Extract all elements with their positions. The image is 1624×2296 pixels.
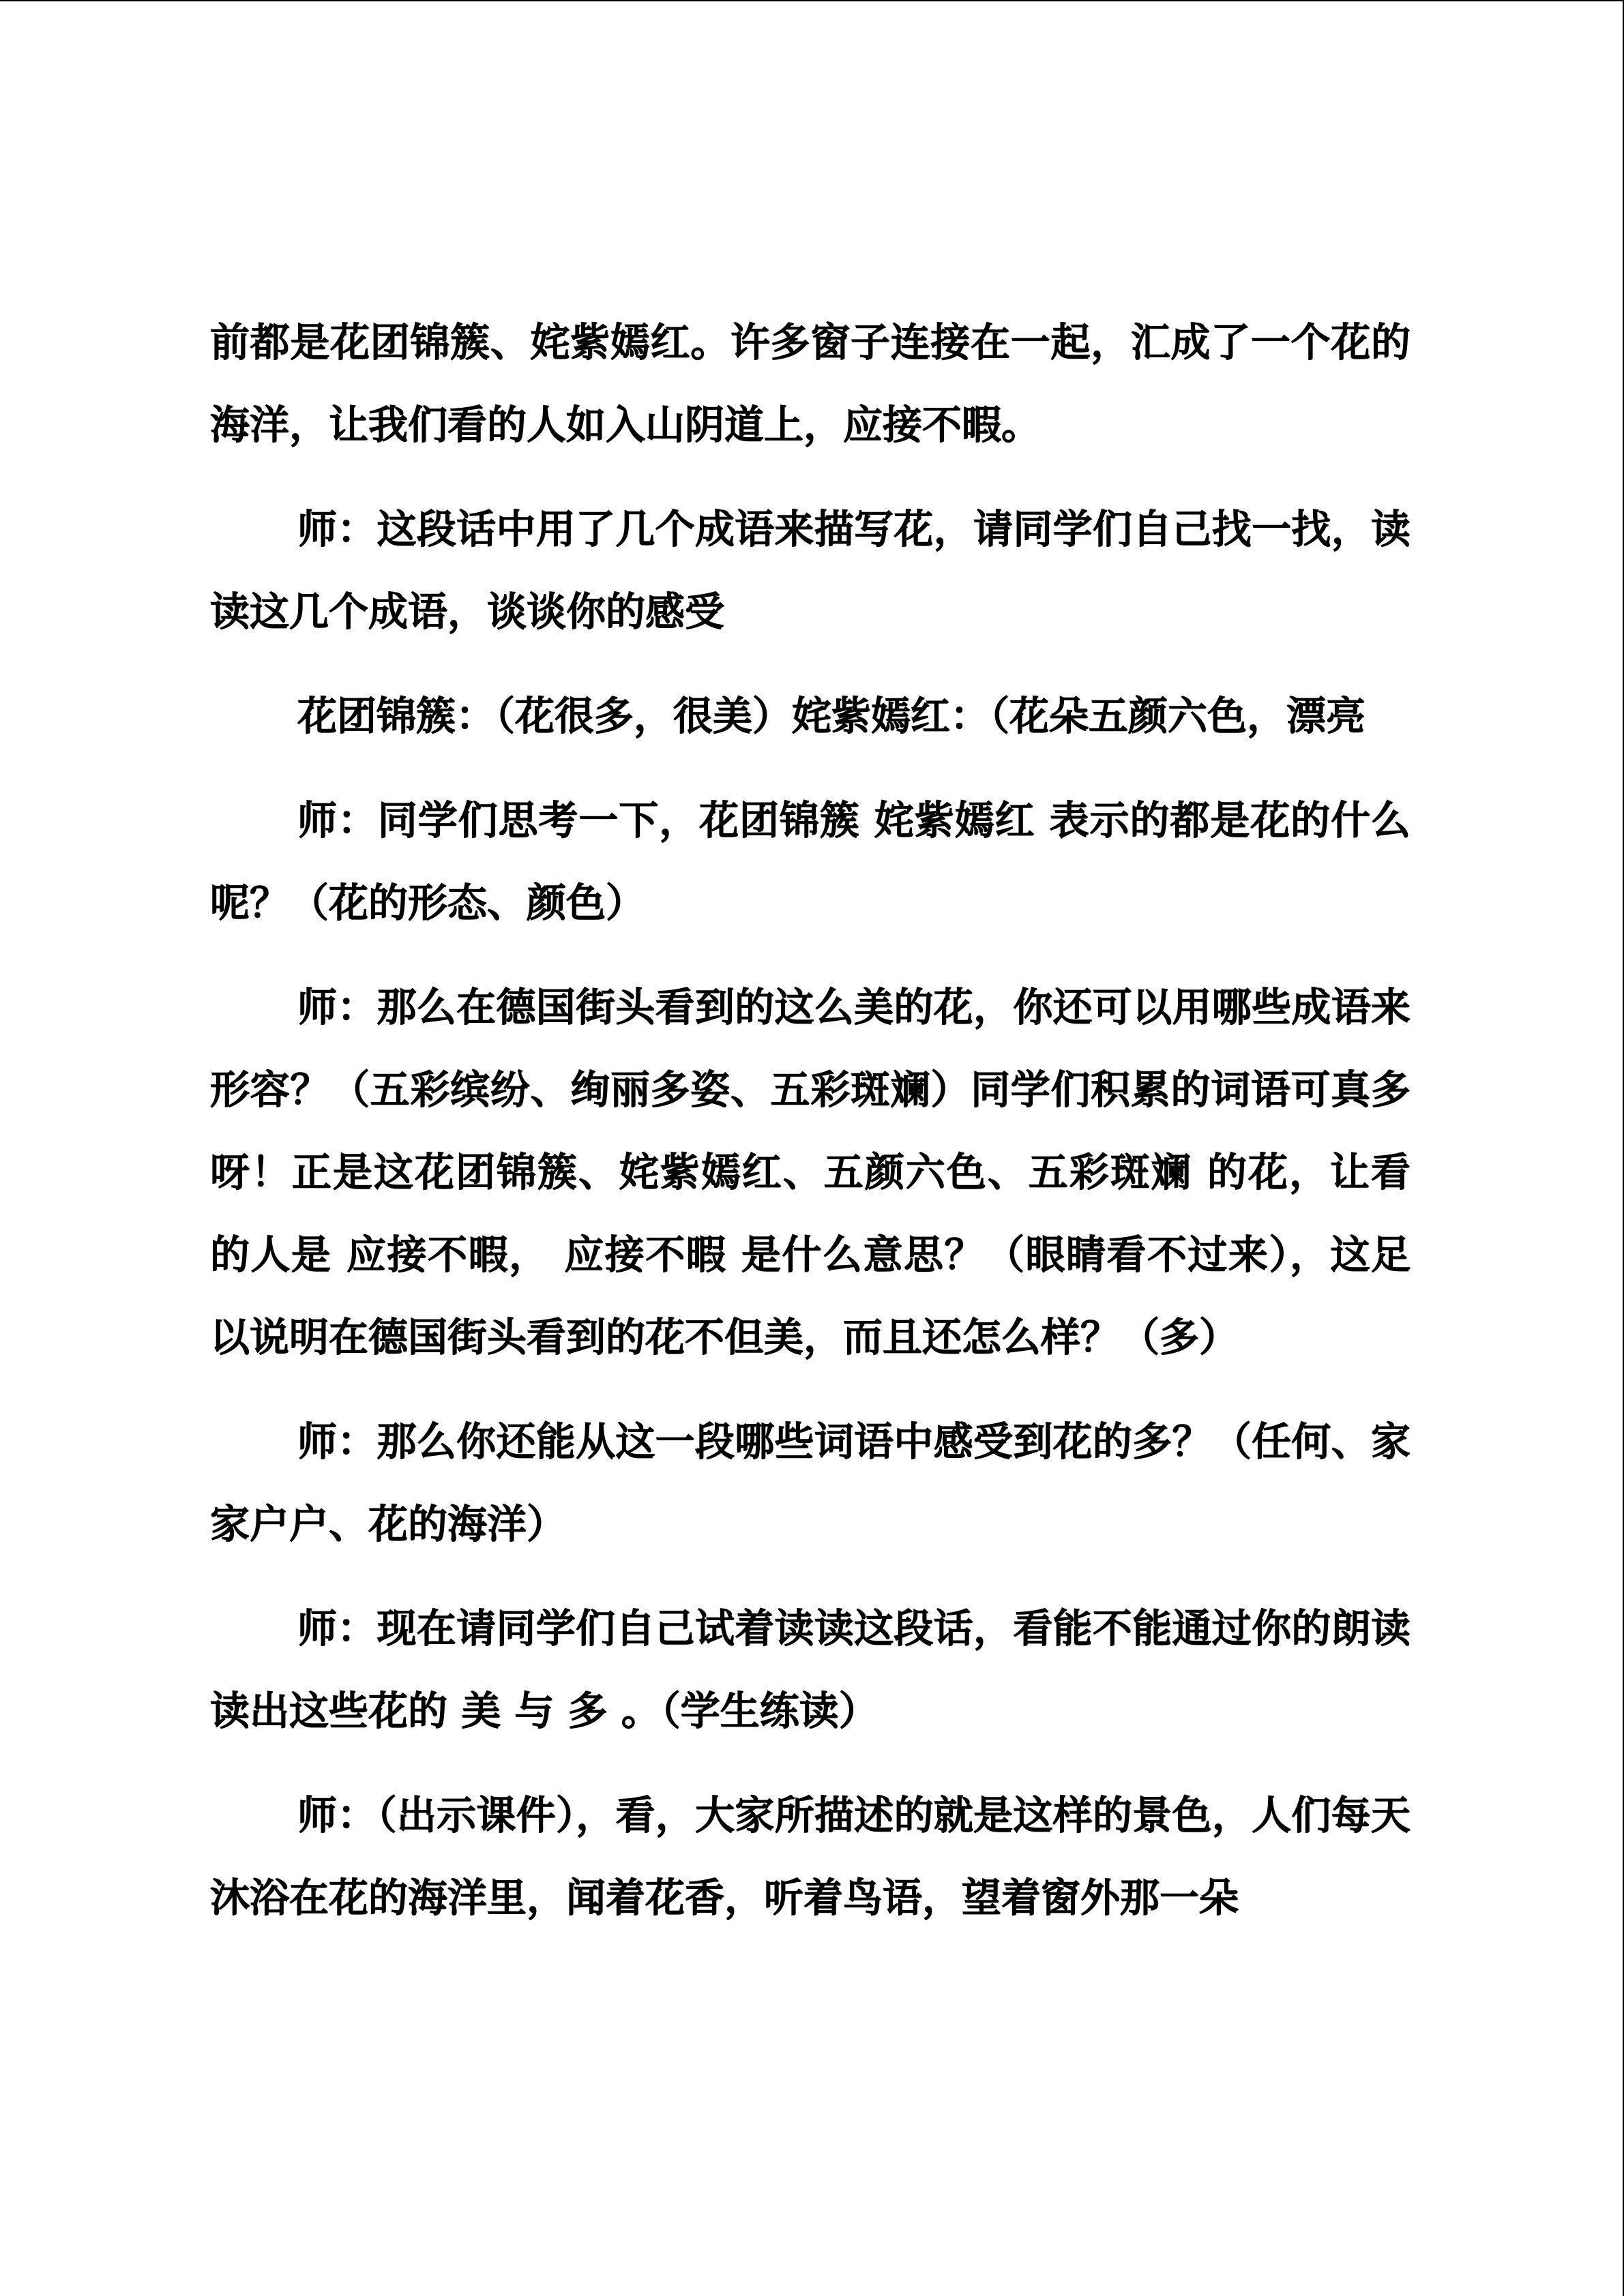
- paragraph-6: 师：那么你还能从这一段哪些词语中感受到花的多？（任何、家家户户、花的海洋）: [210, 1418, 1411, 1547]
- paragraph-8: 师：（出示课件），看，大家所描述的就是这样的景色，人们每天沐浴在花的海洋里，闻着花香，听着鸟语，望着窗外那一朵: [210, 1792, 1411, 1921]
- paragraph-5: 师：那么在德国街头看到的这么美的花，你还可以用哪些成语来形容？（五彩缤纷、绚丽多姿、五彩斑斓）同学们积累的词语可真多呀！正是这花团锦簇、姹紫嫣红、五颜六色、五彩斑斓 的花，让看的人是 应接不暇， 应接不暇 是什么意思？（眼睛看不过来），这足以说明在德国街头看到的花不但美，而且还怎么样？（多）: [210, 984, 1411, 1360]
- paragraph-4: 师：同学们思考一下，花团锦簇 姹紫嫣红 表示的都是花的什么呢？（花的形态、颜色）: [210, 797, 1411, 926]
- paragraph-7: 师：现在请同学们自己试着读读这段话，看能不能通过你的朗读读出这些花的 美 与 多 。（学生练读）: [210, 1605, 1411, 1734]
- paragraph-1: 前都是花团锦簇、姹紫嫣红。许多窗子连接在一起，汇成了一个花的海洋，让我们看的人如入山阴道上，应接不暇。: [210, 319, 1411, 448]
- document-body: [210, 301, 1411, 1961]
- paragraph-2: 师：这段话中用了几个成语来描写花，请同学们自己找一找，读读这几个成语，谈谈你的感受: [210, 506, 1411, 635]
- paragraph-3: 花团锦簇：（花很多，很美）姹紫嫣红：（花朵五颜六色，漂亮: [297, 693, 1366, 739]
